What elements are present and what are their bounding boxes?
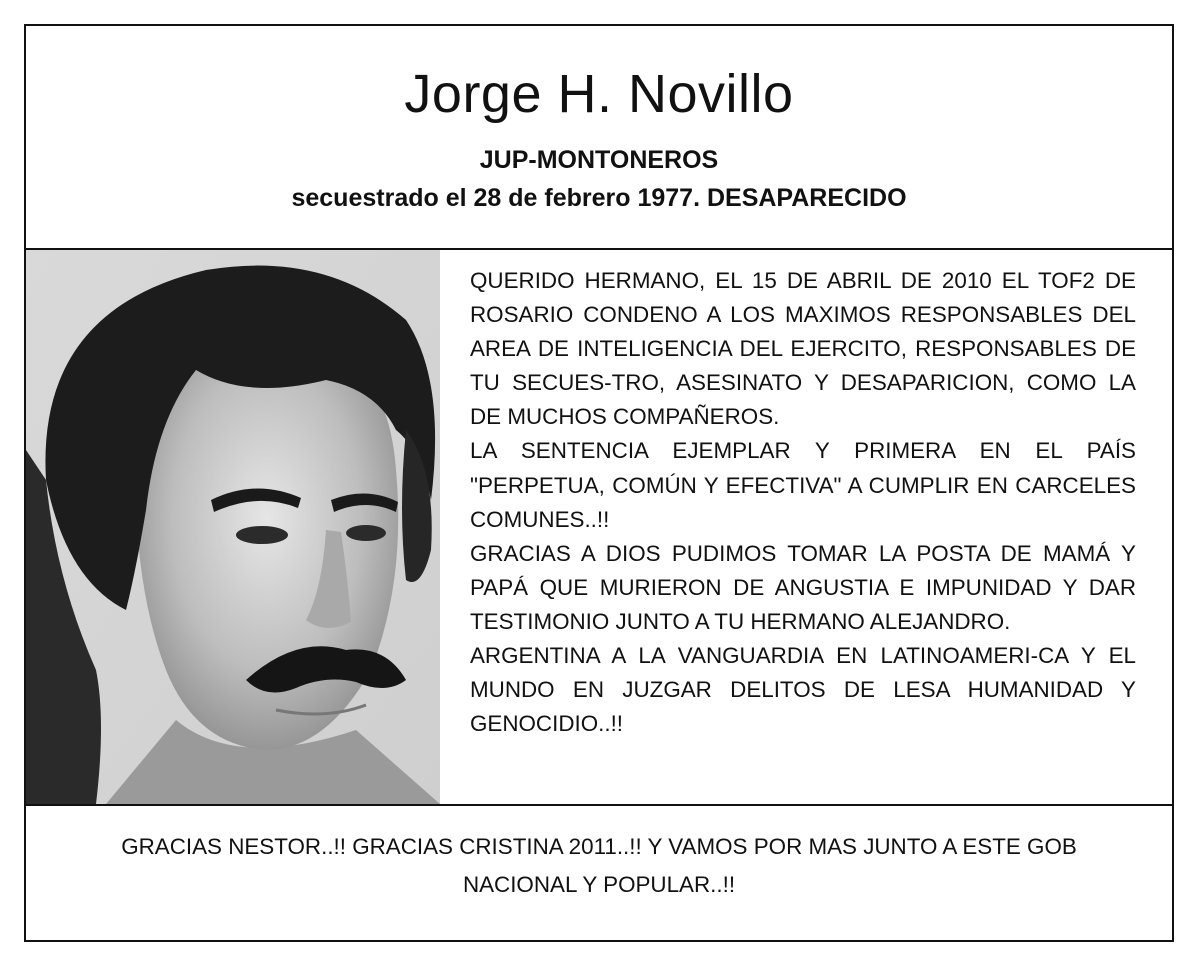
poster-body xyxy=(26,250,1172,806)
portrait-photo xyxy=(26,250,440,804)
person-name: Jorge H. Novillo xyxy=(404,64,794,124)
footer-message: GRACIAS NESTOR..!! GRACIAS CRISTINA 2011..!! Y VAMOS POR MAS JUNTO A ESTE GOB NACIONAL Y POPULAR..!! xyxy=(121,834,1077,897)
poster-footer xyxy=(26,806,1172,942)
memorial-poster xyxy=(24,24,1174,942)
letter-paragraph: GRACIAS A DIOS PUDIMOS TOMAR LA POSTA DE MAMÁ Y PAPÁ QUE MURIERON DE ANGUSTIA E IMPUNIDAD Y DAR TESTIMONIO JUNTO A TU HERMANO ALEJANDRO. xyxy=(470,540,1136,634)
letter-paragraph: QUERIDO HERMANO, EL 15 DE ABRIL DE 2010 EL TOF2 DE ROSARIO CONDENO A LOS MAXIMOS RESPONSABLES DEL AREA DE INTELIGENCIA DEL EJERCITO, RESPONSABLES DE TU SECUES-TRO, ASESINATO Y DESAPARICION, COMO LA DE MUCHOS COMPAÑEROS. xyxy=(470,268,1136,430)
letter-paragraph: ARGENTINA A LA VANGUARDIA EN LATINOAMERI-CA Y EL MUNDO EN JUZGAR DELITOS DE LESA HUMANIDAD Y GENOCIDIO..!! xyxy=(470,643,1136,737)
disappearance-subtitle: secuestrado el 28 de febrero 1977. DESAPARECIDO xyxy=(291,184,907,212)
letter-paragraph: LA SENTENCIA EJEMPLAR Y PRIMERA EN EL PAÍS "PERPETUA, COMÚN Y EFECTIVA" A CUMPLIR EN CARCELES COMUNES..!! xyxy=(470,438,1136,532)
portrait-photo-icon xyxy=(26,250,440,804)
letter-text xyxy=(470,264,1136,741)
organization-label: JUP-MONTONEROS xyxy=(479,146,719,174)
poster-header xyxy=(26,26,1172,250)
